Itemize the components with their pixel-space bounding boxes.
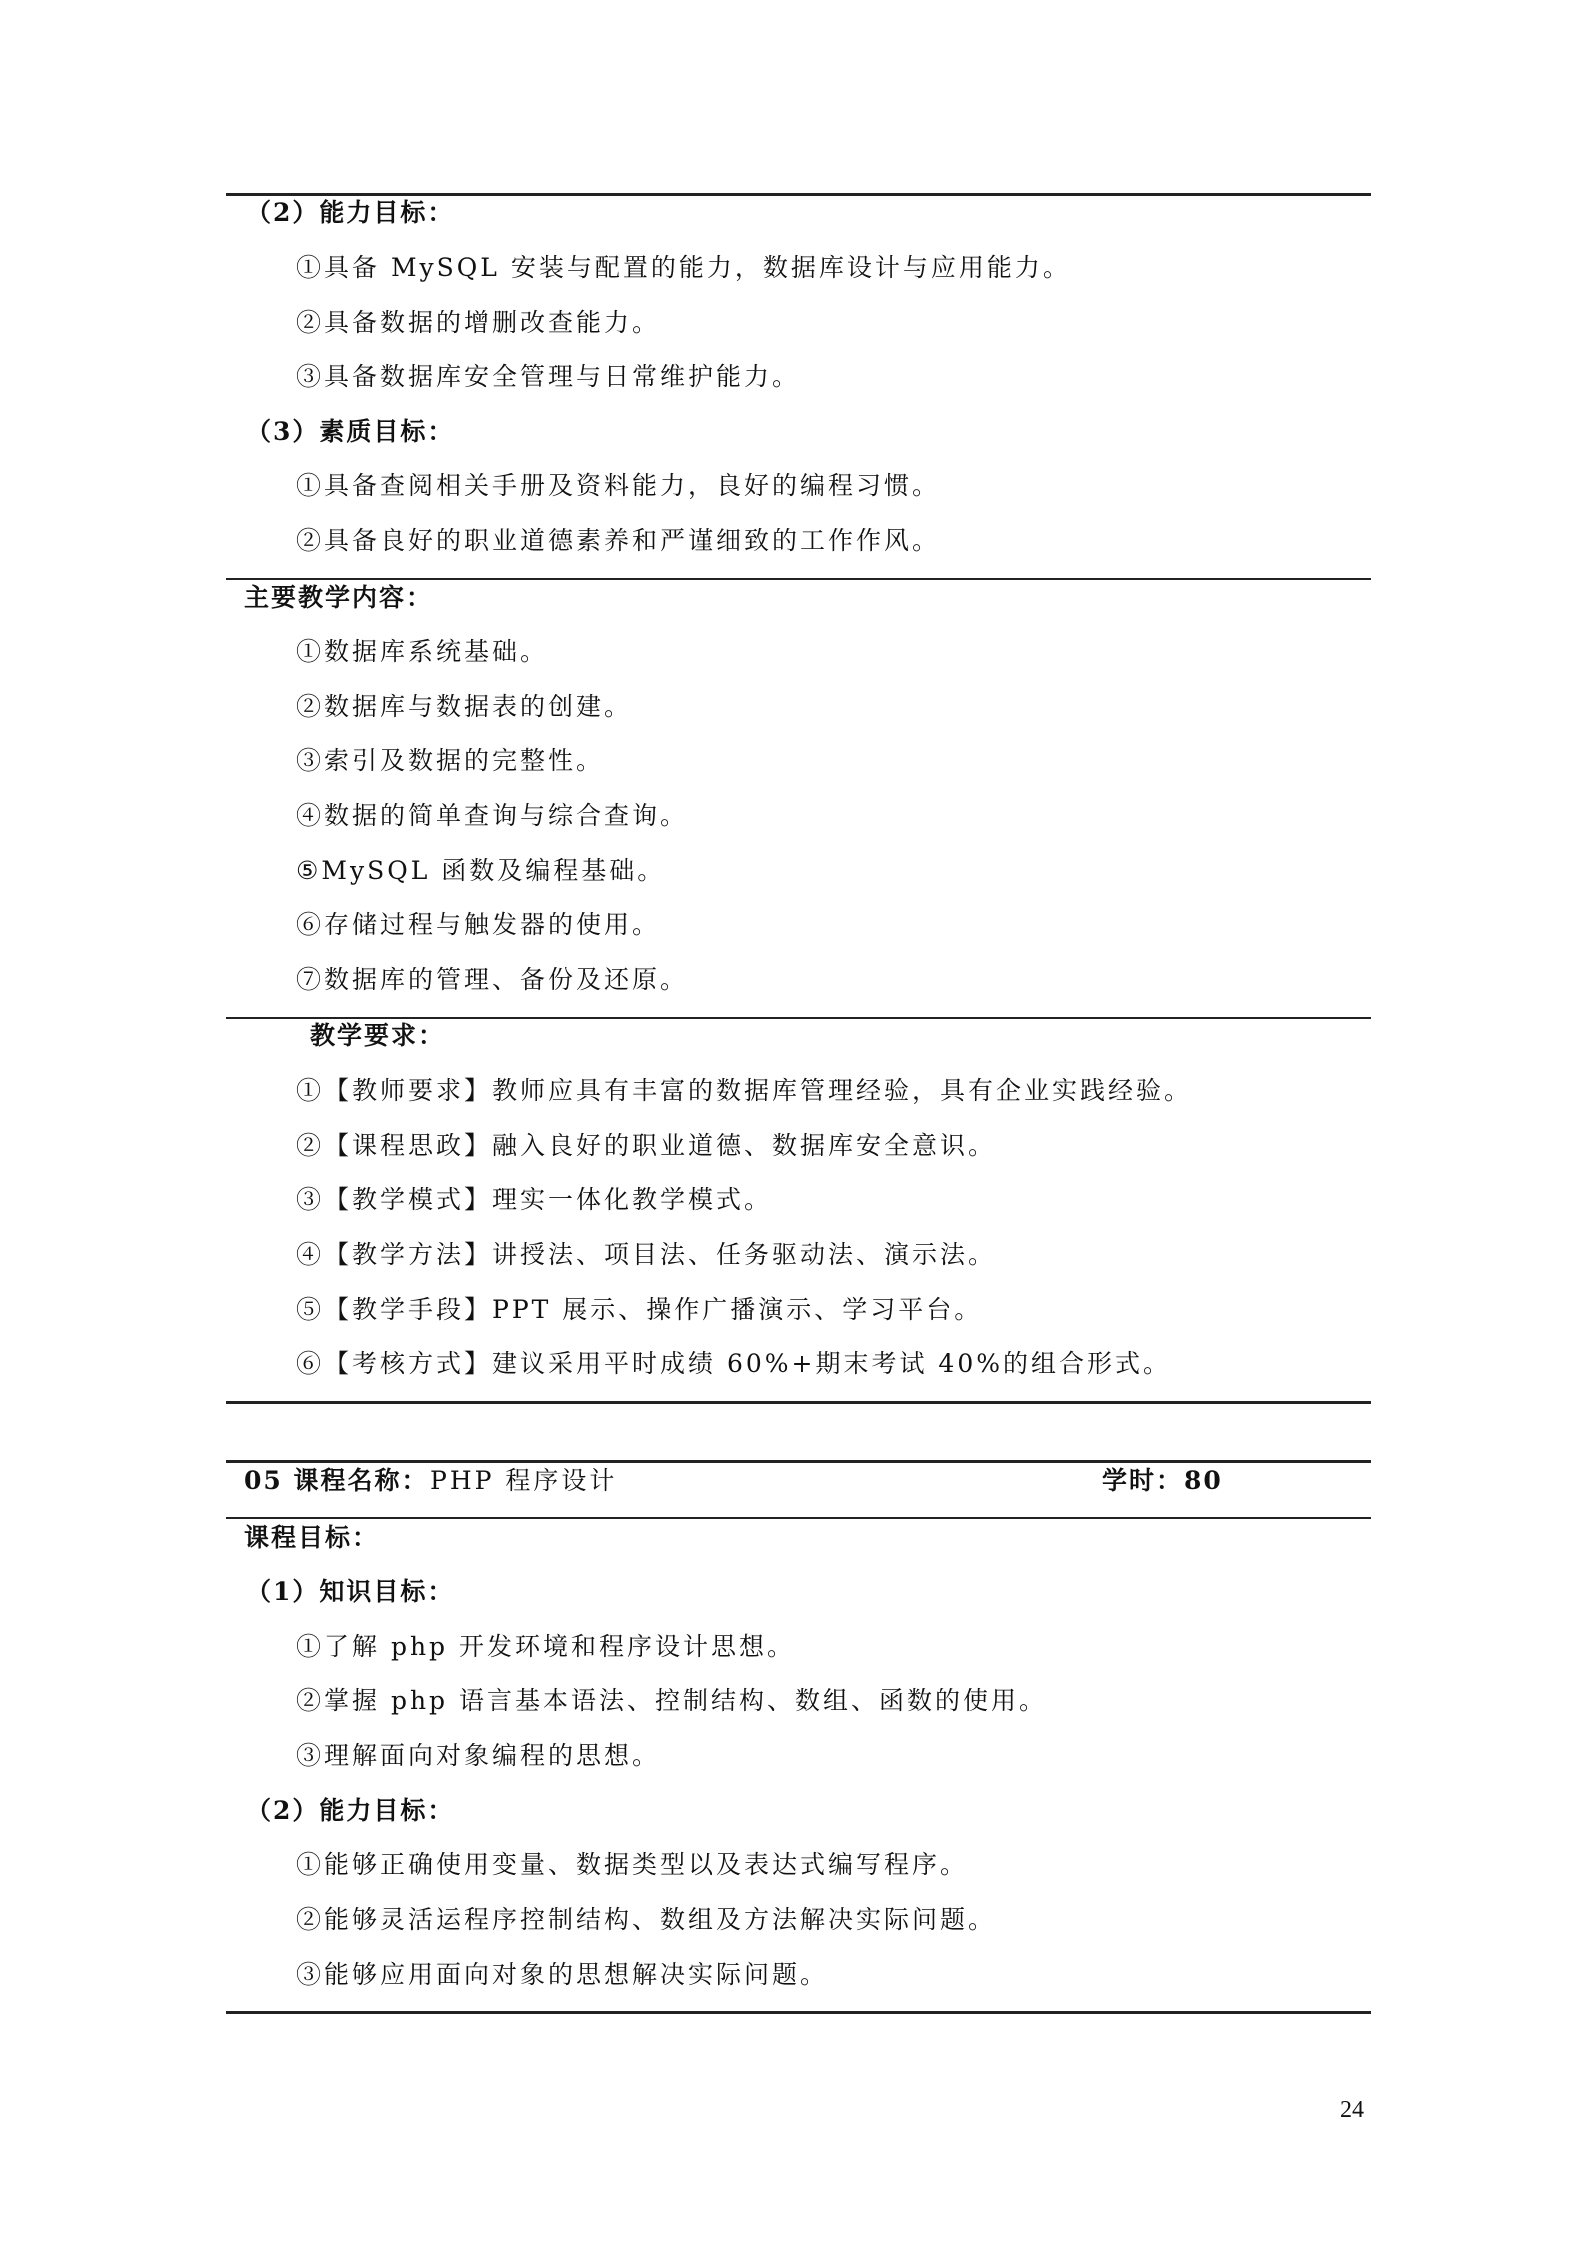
- list-item: ③具备数据库安全管理与日常维护能力。: [296, 362, 801, 391]
- goals-heading: 课程目标：: [244, 1523, 380, 1552]
- list-item: ②具备良好的职业道德素养和严谨细致的工作作风。: [296, 526, 941, 555]
- page-number: 24: [1340, 2097, 1364, 2123]
- quality-heading: （3）素质目标：: [246, 417, 455, 446]
- requirements-heading: 教学要求：: [310, 1021, 446, 1050]
- list-item: ⑤【教学手段】PPT 展示、操作广播演示、学习平台。: [296, 1295, 983, 1324]
- table-rule: [226, 193, 1371, 196]
- list-item: ①数据库系统基础。: [296, 637, 549, 666]
- list-item: ④数据的简单查询与综合查询。: [296, 801, 689, 830]
- knowledge-heading: （1）知识目标：: [246, 1577, 455, 1606]
- table-rule: [226, 1517, 1371, 1519]
- table-rule: [226, 1401, 1371, 1404]
- table-rule: [226, 1017, 1371, 1019]
- list-item: ③索引及数据的完整性。: [296, 746, 605, 775]
- list-item: ①【教师要求】教师应具有丰富的数据库管理经验，具有企业实践经验。: [296, 1076, 1193, 1105]
- list-item: ②掌握 php 语言基本语法、控制结构、数组、函数的使用。: [296, 1686, 1048, 1715]
- list-item: ⑦数据库的管理、备份及还原。: [296, 965, 689, 994]
- content-heading: 主要教学内容：: [244, 583, 434, 612]
- table-rule: [226, 1460, 1371, 1463]
- list-item: ②数据库与数据表的创建。: [296, 692, 633, 721]
- list-item: ①具备 MySQL 安装与配置的能力，数据库设计与应用能力。: [296, 253, 1071, 282]
- list-item: ③【教学模式】理实一体化教学模式。: [296, 1185, 773, 1214]
- list-item: ④【教学方法】讲授法、项目法、任务驱动法、演示法。: [296, 1240, 997, 1269]
- list-item: ②能够灵活运程序控制结构、数组及方法解决实际问题。: [296, 1905, 997, 1934]
- table-rule: [226, 578, 1371, 580]
- list-item: ⑥【考核方式】建议采用平时成绩 60%+期末考试 40%的组合形式。: [296, 1349, 1171, 1378]
- list-item: ①了解 php 开发环境和程序设计思想。: [296, 1632, 796, 1661]
- list-item: ③理解面向对象编程的思想。: [296, 1741, 661, 1770]
- list-item: ②具备数据的增删改查能力。: [296, 308, 661, 337]
- table-rule: [226, 2011, 1371, 2014]
- course-name-value: PHP 程序设计: [430, 1466, 618, 1495]
- hours-value: 80: [1184, 1466, 1223, 1495]
- hours-label: 学时：: [1102, 1466, 1184, 1495]
- ability-heading: （2）能力目标：: [246, 198, 455, 227]
- list-item: ⑤MySQL 函数及编程基础。: [296, 856, 666, 885]
- list-item: ⑥存储过程与触发器的使用。: [296, 910, 661, 939]
- list-item: ③能够应用面向对象的思想解决实际问题。: [296, 1960, 829, 1989]
- list-item: ②【课程思政】融入良好的职业道德、数据库安全意识。: [296, 1131, 997, 1160]
- list-item: ①具备查阅相关手册及资料能力，良好的编程习惯。: [296, 471, 941, 500]
- course-name-label: 05 课程名称：: [244, 1466, 429, 1495]
- ability-heading: （2）能力目标：: [246, 1796, 455, 1825]
- list-item: ①能够正确使用变量、数据类型以及表达式编写程序。: [296, 1850, 969, 1879]
